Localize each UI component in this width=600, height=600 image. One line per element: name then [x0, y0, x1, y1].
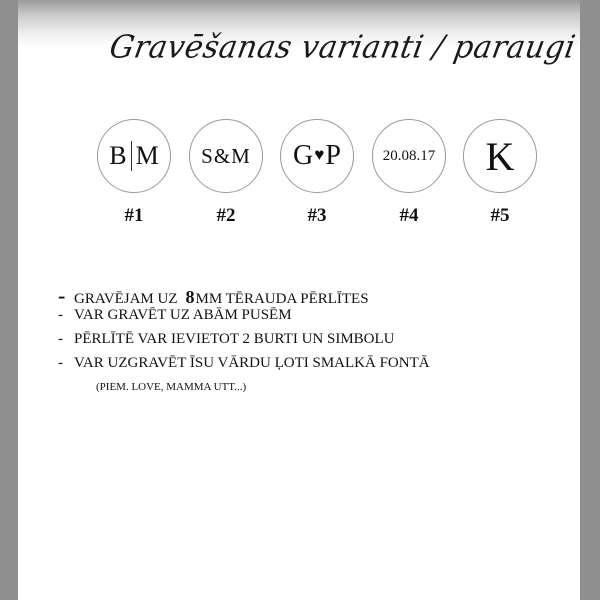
feature-item	[58, 307, 558, 331]
sample-number: #3	[307, 205, 327, 226]
sample-4	[372, 119, 446, 227]
feature-text: VAR UZGRAVĒT ĪSU VĀRDU ĻOTI SMALKĀ FONTĀ	[74, 355, 430, 371]
bullet-dash: -	[58, 355, 63, 371]
feature-list	[58, 283, 558, 393]
feature-item	[58, 331, 558, 355]
bullet-dash: -	[58, 331, 63, 347]
page-sheet	[18, 0, 580, 600]
sample-5	[463, 119, 537, 227]
sample-letter-right: M	[135, 141, 159, 170]
engraving-samples	[18, 119, 580, 229]
feature-text: VAR GRAVĒT UZ ABĀM PUSĒM	[74, 307, 292, 323]
sample-2	[189, 119, 263, 227]
feature-text: MM TĒRAUDA PĒRLĪTES	[195, 291, 369, 307]
heart-icon: ♥	[314, 145, 325, 164]
page-title: Gravēšanas varianti / paraugi	[106, 29, 579, 66]
sample-number: #4	[399, 205, 419, 226]
sample-3	[280, 119, 354, 227]
feature-item	[58, 355, 558, 379]
sample-number: #5	[490, 205, 510, 226]
sample-text: 20.08.17	[382, 147, 436, 164]
sample-text: S&M	[201, 143, 251, 168]
feature-item	[58, 283, 558, 307]
sample-number: #1	[124, 205, 144, 226]
sample-bead-2	[189, 119, 263, 193]
feature-text: GRAVĒJAM UZ	[74, 291, 178, 307]
sample-number: #2	[216, 205, 236, 226]
sample-letter-right: P	[325, 140, 341, 171]
divider-line	[131, 141, 132, 171]
sample-1	[97, 119, 171, 227]
sample-bead-4	[372, 119, 446, 193]
sample-letter-left: G	[293, 140, 314, 171]
feature-highlight: 8	[185, 287, 195, 307]
example-note: (PIEM. LOVE, MAMMA UTT...)	[96, 381, 247, 393]
sample-letter-left: B	[109, 141, 127, 170]
feature-text: PĒRLĪTĒ VAR IEVIETOT 2 BURTI UN SIMBOLU	[74, 331, 395, 347]
bullet-dash: -	[58, 307, 63, 323]
sample-text: K	[485, 133, 515, 179]
bullet-dash: -	[58, 283, 66, 308]
sample-bead-5	[463, 119, 537, 193]
sample-bead-1	[97, 119, 171, 193]
sample-bead-3	[280, 119, 354, 193]
